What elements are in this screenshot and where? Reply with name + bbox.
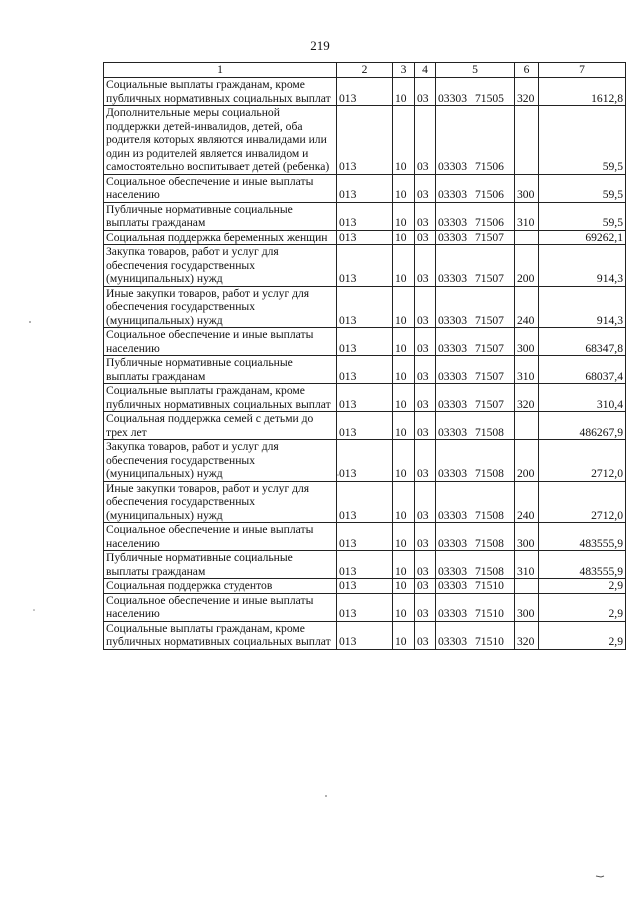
- row-name-cell: Публичные нормативные социальные выплаты гражданам: [104, 202, 337, 230]
- row-target-article-cell: [436, 579, 515, 594]
- row-section-cell: 10: [393, 440, 415, 482]
- row-expense-type-cell: 300: [515, 174, 539, 202]
- row-name-cell: Социальное обеспечение и иные выплаты населению: [104, 328, 337, 356]
- row-section-cell: 10: [393, 481, 415, 523]
- target-article-suffix: 71505: [474, 91, 504, 105]
- row-expense-type-cell: 300: [515, 593, 539, 621]
- row-target-article-cell: [436, 551, 515, 579]
- row-name-cell: Социальное обеспечение и иные выплаты населению: [104, 523, 337, 551]
- target-article-suffix: 71510: [474, 635, 504, 648]
- row-subsection-cell: 03: [415, 286, 436, 328]
- row-amount-cell: 59,5: [539, 106, 626, 175]
- row-amount-cell: 2712,0: [539, 481, 626, 523]
- row-amount-cell: 486267,9: [539, 412, 626, 440]
- row-expense-type-cell: [515, 106, 539, 175]
- target-article-suffix: 71507: [474, 341, 504, 355]
- row-section-cell: 10: [393, 412, 415, 440]
- table-row: [104, 621, 626, 649]
- row-section-cell: 10: [393, 202, 415, 230]
- row-name-cell: Иные закупки товаров, работ и услуг для обеспечения государственных (муниципальных) нужд: [104, 481, 337, 523]
- row-target-article-cell: [436, 174, 515, 202]
- row-name-cell: Публичные нормативные социальные выплаты гражданам: [104, 551, 337, 579]
- row-subsection-cell: 03: [415, 593, 436, 621]
- row-name-cell: Дополнительные меры социальной поддержки детей-инвалидов, детей, оба родителя которых являются инвалидами или один из родителей является инвалидом и самостоятельно воспитывает детей (ребенка): [104, 106, 337, 175]
- row-section-cell: 10: [393, 593, 415, 621]
- row-name-cell: Публичные нормативные социальные выплаты гражданам: [104, 356, 337, 384]
- target-article-prefix: 03303: [438, 341, 467, 355]
- header-cell-1: 1: [104, 63, 337, 78]
- target-article-suffix: 71506: [474, 160, 504, 173]
- row-code-cell: 013: [337, 202, 393, 230]
- page-number: 219: [310, 38, 330, 53]
- row-expense-type-cell: 200: [515, 440, 539, 482]
- table-row: [104, 412, 626, 440]
- row-target-article-cell: [436, 106, 515, 175]
- row-amount-cell: 914,3: [539, 245, 626, 287]
- row-code-cell: 013: [337, 621, 393, 649]
- row-code-cell: 013: [337, 356, 393, 384]
- row-subsection-cell: 03: [415, 230, 436, 245]
- row-name-cell: Закупка товаров, работ и услуг для обеспечения государственных (муниципальных) нужд: [104, 245, 337, 287]
- row-name-cell: Социальная поддержка студентов: [104, 579, 337, 594]
- row-target-article-cell: [436, 356, 515, 384]
- row-subsection-cell: 03: [415, 245, 436, 287]
- row-target-article-cell: [436, 523, 515, 551]
- row-code-cell: 013: [337, 593, 393, 621]
- header-cell-2: 2: [337, 63, 393, 78]
- row-expense-type-cell: 240: [515, 481, 539, 523]
- row-name-cell: Социальная поддержка семей с детьми до трех лет: [104, 412, 337, 440]
- row-amount-cell: 1612,8: [539, 78, 626, 106]
- row-subsection-cell: 03: [415, 328, 436, 356]
- target-article-prefix: 03303: [438, 579, 467, 592]
- row-subsection-cell: 03: [415, 384, 436, 412]
- row-code-cell: 013: [337, 523, 393, 551]
- row-code-cell: 013: [337, 78, 393, 106]
- table-row: [104, 174, 626, 202]
- row-target-article-cell: [436, 328, 515, 356]
- table-row: [104, 481, 626, 523]
- target-article-prefix: 03303: [438, 467, 467, 480]
- target-article-prefix: 03303: [438, 369, 467, 383]
- row-amount-cell: 59,5: [539, 202, 626, 230]
- row-amount-cell: 68037,4: [539, 356, 626, 384]
- target-article-suffix: 71508: [474, 508, 504, 522]
- table-row: [104, 440, 626, 482]
- row-amount-cell: 59,5: [539, 174, 626, 202]
- table-row: [104, 384, 626, 412]
- row-amount-cell: 2712,0: [539, 440, 626, 482]
- row-expense-type-cell: 310: [515, 356, 539, 384]
- target-article-prefix: 03303: [438, 272, 467, 285]
- target-article-suffix: 71507: [474, 397, 504, 411]
- row-subsection-cell: 03: [415, 523, 436, 551]
- row-target-article-cell: [436, 621, 515, 649]
- row-code-cell: 013: [337, 230, 393, 245]
- target-article-prefix: 03303: [438, 564, 467, 578]
- row-name-cell: Социальные выплаты гражданам, кроме публичных нормативных социальных выплат: [104, 621, 337, 649]
- header-row: [104, 63, 626, 78]
- target-article-suffix: 71508: [474, 536, 504, 550]
- row-subsection-cell: 03: [415, 356, 436, 384]
- row-subsection-cell: 03: [415, 551, 436, 579]
- row-expense-type-cell: 240: [515, 286, 539, 328]
- target-article-suffix: 71506: [474, 188, 504, 201]
- target-article-suffix: 71510: [474, 607, 504, 620]
- row-amount-cell: 2,9: [539, 579, 626, 594]
- budget-table: [103, 62, 626, 650]
- row-expense-type-cell: 310: [515, 551, 539, 579]
- row-expense-type-cell: 300: [515, 328, 539, 356]
- row-subsection-cell: 03: [415, 481, 436, 523]
- row-subsection-cell: 03: [415, 106, 436, 175]
- row-section-cell: 10: [393, 523, 415, 551]
- target-article-prefix: 03303: [438, 230, 467, 244]
- row-code-cell: 013: [337, 174, 393, 202]
- row-code-cell: 013: [337, 412, 393, 440]
- row-name-cell: Закупка товаров, работ и услуг для обеспечения государственных (муниципальных) нужд: [104, 440, 337, 482]
- row-target-article-cell: [436, 245, 515, 287]
- row-section-cell: 10: [393, 230, 415, 245]
- row-expense-type-cell: [515, 230, 539, 245]
- row-name-cell: Социальные выплаты гражданам, кроме публичных нормативных социальных выплат: [104, 384, 337, 412]
- row-code-cell: 013: [337, 245, 393, 287]
- row-target-article-cell: [436, 481, 515, 523]
- target-article-prefix: 03303: [438, 91, 467, 105]
- row-code-cell: 013: [337, 440, 393, 482]
- target-article-prefix: 03303: [438, 216, 467, 229]
- table-row: [104, 551, 626, 579]
- row-target-article-cell: [436, 230, 515, 245]
- table-row: [104, 230, 626, 245]
- row-amount-cell: 483555,9: [539, 551, 626, 579]
- target-article-suffix: 71507: [474, 272, 504, 285]
- target-article-prefix: 03303: [438, 425, 467, 439]
- row-code-cell: 013: [337, 328, 393, 356]
- row-expense-type-cell: [515, 579, 539, 594]
- header-cell-7: 7: [539, 63, 626, 78]
- target-article-suffix: 71508: [474, 425, 504, 439]
- row-code-cell: 013: [337, 106, 393, 175]
- row-code-cell: 013: [337, 481, 393, 523]
- table-row: [104, 106, 626, 175]
- target-article-prefix: 03303: [438, 160, 467, 173]
- row-subsection-cell: 03: [415, 412, 436, 440]
- row-section-cell: 10: [393, 328, 415, 356]
- row-expense-type-cell: 320: [515, 384, 539, 412]
- row-section-cell: 10: [393, 174, 415, 202]
- row-expense-type-cell: [515, 412, 539, 440]
- row-expense-type-cell: 310: [515, 202, 539, 230]
- row-expense-type-cell: 200: [515, 245, 539, 287]
- target-article-suffix: 71506: [474, 216, 504, 229]
- row-amount-cell: 68347,8: [539, 328, 626, 356]
- header-cell-5: 5: [436, 63, 515, 78]
- table-row: [104, 286, 626, 328]
- table-row: [104, 78, 626, 106]
- row-target-article-cell: [436, 286, 515, 328]
- row-name-cell: Социальные выплаты гражданам, кроме публичных нормативных социальных выплат: [104, 78, 337, 106]
- table-row: [104, 356, 626, 384]
- row-target-article-cell: [436, 440, 515, 482]
- row-expense-type-cell: 320: [515, 621, 539, 649]
- target-article-prefix: 03303: [438, 313, 467, 327]
- row-section-cell: 10: [393, 78, 415, 106]
- row-subsection-cell: 03: [415, 440, 436, 482]
- row-code-cell: 013: [337, 286, 393, 328]
- target-article-suffix: 71510: [474, 579, 504, 592]
- row-amount-cell: 2,9: [539, 593, 626, 621]
- row-section-cell: 10: [393, 551, 415, 579]
- row-amount-cell: 69262,1: [539, 230, 626, 245]
- table-row: [104, 523, 626, 551]
- row-expense-type-cell: 300: [515, 523, 539, 551]
- row-code-cell: 013: [337, 551, 393, 579]
- target-article-prefix: 03303: [438, 188, 467, 201]
- row-subsection-cell: 03: [415, 174, 436, 202]
- target-article-prefix: 03303: [438, 635, 467, 648]
- table-row: [104, 202, 626, 230]
- target-article-prefix: 03303: [438, 508, 467, 522]
- row-target-article-cell: [436, 202, 515, 230]
- row-section-cell: 10: [393, 286, 415, 328]
- row-target-article-cell: [436, 412, 515, 440]
- header-cell-4: 4: [415, 63, 436, 78]
- header-cell-6: 6: [515, 63, 539, 78]
- header-cell-3: 3: [393, 63, 415, 78]
- table-row: [104, 328, 626, 356]
- target-article-suffix: 71508: [474, 564, 504, 578]
- row-name-cell: Социальная поддержка беременных женщин: [104, 230, 337, 245]
- row-code-cell: 013: [337, 384, 393, 412]
- row-target-article-cell: [436, 78, 515, 106]
- target-article-prefix: 03303: [438, 607, 467, 620]
- target-article-suffix: 71507: [474, 230, 504, 244]
- row-subsection-cell: 03: [415, 202, 436, 230]
- row-subsection-cell: 03: [415, 621, 436, 649]
- row-code-cell: 013: [337, 579, 393, 594]
- row-expense-type-cell: 320: [515, 78, 539, 106]
- target-article-prefix: 03303: [438, 397, 467, 411]
- row-name-cell: Социальное обеспечение и иные выплаты населению: [104, 593, 337, 621]
- table-row: [104, 245, 626, 287]
- row-section-cell: 10: [393, 579, 415, 594]
- row-section-cell: 10: [393, 384, 415, 412]
- row-section-cell: 10: [393, 245, 415, 287]
- row-target-article-cell: [436, 593, 515, 621]
- target-article-suffix: 71507: [474, 313, 504, 327]
- row-amount-cell: 483555,9: [539, 523, 626, 551]
- row-section-cell: 10: [393, 106, 415, 175]
- row-amount-cell: 914,3: [539, 286, 626, 328]
- row-section-cell: 10: [393, 356, 415, 384]
- target-article-prefix: 03303: [438, 536, 467, 550]
- row-target-article-cell: [436, 384, 515, 412]
- row-section-cell: 10: [393, 621, 415, 649]
- table-row: [104, 593, 626, 621]
- row-amount-cell: 2,9: [539, 621, 626, 649]
- row-subsection-cell: 03: [415, 579, 436, 594]
- row-name-cell: Иные закупки товаров, работ и услуг для обеспечения государственных (муниципальных) нужд: [104, 286, 337, 328]
- target-article-suffix: 71507: [474, 369, 504, 383]
- row-amount-cell: 310,4: [539, 384, 626, 412]
- row-name-cell: Социальное обеспечение и иные выплаты населению: [104, 174, 337, 202]
- table-row: [104, 579, 626, 594]
- target-article-suffix: 71508: [474, 467, 504, 480]
- row-subsection-cell: 03: [415, 78, 436, 106]
